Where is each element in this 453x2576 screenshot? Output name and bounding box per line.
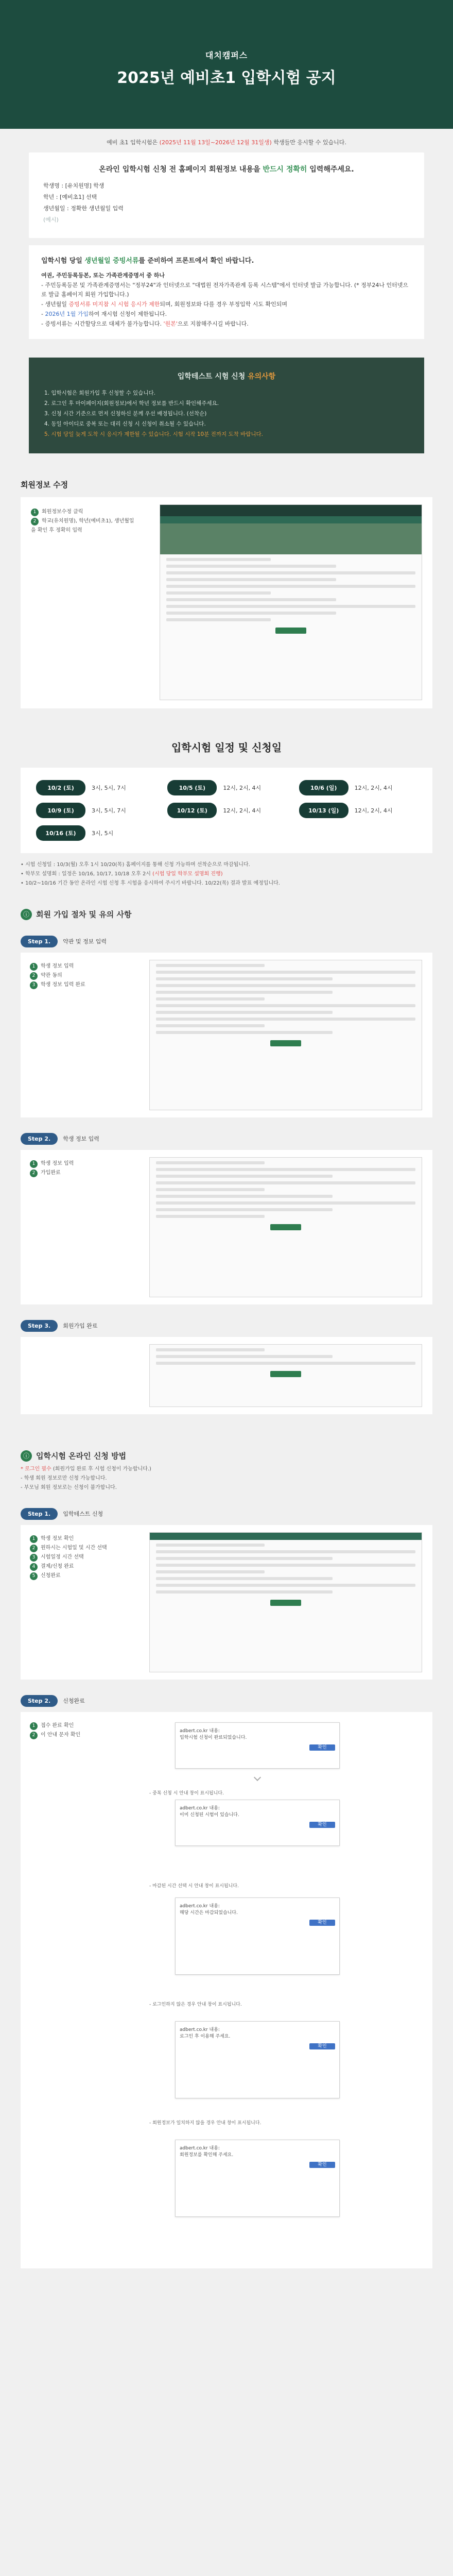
apply-header [21, 1450, 453, 1462]
signup-title-green: 반드시 정확히 [263, 165, 307, 174]
shot-row [156, 1544, 265, 1547]
notice-line3a: - 생년월일 [41, 301, 69, 308]
shot-row [156, 1557, 333, 1560]
apply-step-1-item [30, 1571, 138, 1581]
join-step-2-body [21, 1150, 432, 1304]
step-tag: Step 1. [21, 1508, 58, 1520]
shot-row [166, 605, 415, 608]
notice-line4b: 하여 재시험 신청이 제한됩니다. [88, 310, 167, 317]
shot-row [156, 1584, 415, 1587]
signup-title-b: 입력해주세요. [307, 165, 354, 174]
join-step-2-item [30, 1159, 138, 1168]
join-step-1-item [30, 971, 138, 980]
shot-row [156, 1355, 333, 1358]
shot-row [166, 598, 336, 601]
shot-row [156, 1011, 333, 1014]
rule-item: 1. 입학시험은 회원가입 후 신청할 수 있습니다. [44, 390, 155, 397]
schedule-date: 10/5 (토) [167, 780, 217, 795]
field-grade: 학년 : [예비초1] 선택 [43, 194, 97, 200]
shot-button [275, 628, 306, 634]
dialog-window [175, 1800, 340, 1846]
shot-row [156, 1031, 333, 1034]
shot-row [156, 971, 415, 974]
apply-step-1-item-label: 시험일정 시간 선택 [41, 1554, 84, 1560]
schedule-item [167, 780, 285, 795]
apply-step-1-screenshot [149, 1532, 422, 1672]
apply-note-c: - 학생 회원 정보로만 신청 가능합니다. [21, 1475, 107, 1481]
notice-line3b: 되며, 회원정보와 다를 경우 부정입학 시도 확인되며 [160, 301, 287, 308]
shot-row [156, 1168, 415, 1171]
schedule-date: 10/2 (토) [36, 780, 85, 795]
shot-row [156, 1362, 415, 1365]
join-header [21, 909, 453, 920]
apply-step-1-item [30, 1553, 138, 1562]
shot-navbar [160, 516, 422, 523]
intro-a: 예비 초1 입학시험은 [107, 139, 160, 146]
apply-step-2 [21, 1695, 432, 2268]
schedule-grid [36, 780, 417, 841]
dialog-caption: - 마감된 시간 선택 시 안내 창이 표시됩니다. [149, 1883, 239, 1889]
intro-b: 학생들만 응시할 수 있습니다. [271, 139, 346, 146]
arrow-down-icon [254, 1774, 261, 1781]
member-step-2-label: 학교(유치원명), 학년(예비초1), 생년월일을 확인 후 정확히 입력 [31, 518, 134, 533]
birth-proof-notice [29, 245, 424, 339]
shot-row [156, 1564, 415, 1567]
step-label: 입학테스트 신청 [63, 1511, 103, 1518]
apply-step-2-item-label: 이 안내 문자 확인 [41, 1732, 81, 1738]
shot-navbar [150, 1533, 422, 1540]
schedule-times: 12시, 2시, 4시 [223, 807, 262, 814]
member-step-1-label: 회원정보수정 클릭 [42, 509, 83, 515]
step-badge-2: 2 [31, 518, 39, 526]
notice-line3red: 증빙서류 미지참 시 시험 응시가 제한 [68, 301, 160, 308]
dialog-confirm-button[interactable]: 확인 [309, 1744, 335, 1751]
apply-step-1-item-label: 원하시는 시험일 및 시간 선택 [41, 1545, 107, 1551]
step-badge-1: 1 [30, 1722, 38, 1730]
step-tag: Step 2. [21, 1695, 58, 1707]
member-info-panel [21, 497, 432, 708]
shot-row [156, 1018, 415, 1021]
shot-row [156, 1201, 415, 1205]
shot-row [166, 571, 415, 574]
step-badge-4: 4 [30, 1563, 38, 1571]
rules-title-a: 입학테스트 시험 신청 [177, 372, 248, 381]
field-hint: (예시) [43, 216, 59, 223]
schedule-panel [21, 768, 432, 853]
schedule-times: 3시, 5시, 7시 [92, 784, 126, 791]
signup-card [29, 152, 424, 238]
join-step-1 [21, 936, 432, 1117]
join-step-2-screenshot [149, 1157, 422, 1297]
schedule-times: 3시, 5시, 7시 [92, 807, 126, 814]
step-badge-1: 1 [30, 1535, 38, 1543]
apply-step-1 [21, 1508, 432, 1680]
shot-row [156, 1208, 333, 1211]
rule-item: 5. 시험 당일 늦게 도착 시 응시가 제한될 수 있습니다. 시험 시작 10분 전까지 도착 바랍니다. [44, 431, 263, 437]
intro-text [0, 129, 453, 152]
dialog-window [175, 1722, 340, 1769]
shot-button [270, 1224, 301, 1230]
rule-item: 2. 로그인 후 마이페이지(회원정보)에서 학년 정보를 반드시 확인해주세요. [44, 400, 219, 407]
schedule-date: 10/16 (토) [36, 825, 85, 841]
dialog-confirm-button[interactable]: 확인 [309, 1920, 335, 1926]
shot-hero [160, 523, 422, 554]
dialog-window [175, 2140, 340, 2217]
schedule-date: 10/13 (일) [299, 803, 349, 818]
step-badge-2: 2 [30, 972, 38, 980]
step-label: 학생 정보 입력 [63, 1136, 99, 1143]
dialog-caption: - 중복 신청 시 안내 창이 표시됩니다. [149, 1790, 224, 1796]
schedule-item [299, 803, 417, 818]
join-step-3 [21, 1320, 432, 1414]
step-badge-1: 1 [30, 963, 38, 971]
schedule-item [36, 803, 154, 818]
info-icon: ⓘ [21, 909, 32, 920]
join-step-1-body [21, 953, 432, 1117]
schedule-note-a: • 시험 신청일 : 10/3(월) 오후 1시 10/20(목) 홈페이지를 통해 신청 가능하며 선착순으로 마감됩니다. [21, 861, 250, 868]
shot-row [156, 991, 333, 994]
join-step-1-item-label: 학생 정보 입력 [41, 963, 74, 969]
member-info-title: 회원정보 수정 [21, 480, 68, 489]
apply-step-1-list [30, 1534, 138, 1581]
step-label: 회원가입 완료 [63, 1323, 98, 1330]
dialog-text: adbert.co.kr 내용: 이미 신청된 시험이 있습니다. [180, 1805, 239, 1818]
join-title: 회원 가입 절차 및 유의 사항 [36, 910, 132, 920]
dialog-text: adbert.co.kr 내용: 로그인 후 이용해 주세요. [180, 2027, 231, 2039]
notice-line4 [41, 310, 412, 319]
apply-note-d: - 부모님 회원 정보로는 신청이 불가합니다. [21, 1484, 117, 1490]
member-step-1 [31, 507, 139, 517]
dialog-text: adbert.co.kr 내용: 입학시험 신청이 완료되었습니다. [180, 1728, 247, 1740]
campus-name: 대치캠퍼스 [205, 50, 248, 60]
join-step-2-item-label: 학생 정보 입력 [41, 1160, 74, 1166]
schedule-item [299, 780, 417, 795]
notice-line5a: - 증빙서류는 시간할당으로 대체가 불가능합니다. [41, 320, 164, 327]
notice-line5red: '원본' [163, 320, 178, 327]
schedule-times: 12시, 2시, 4시 [354, 784, 393, 791]
notice-title-a: 입학시험 당일 [41, 257, 85, 265]
shot-row [156, 1590, 333, 1594]
shot-button [270, 1040, 301, 1046]
notice-line5b: 으로 지참해주시길 바랍니다. [177, 320, 249, 327]
signup-card-title [43, 164, 410, 174]
info-icon: ⓘ [21, 1450, 32, 1462]
dialog-text: adbert.co.kr 내용: 해당 시간은 마감되었습니다. [180, 1903, 238, 1916]
join-step-3-head [21, 1320, 432, 1332]
join-step-1-item-label: 학생 정보 입력 완료 [41, 981, 85, 988]
notice-line3 [41, 300, 412, 310]
apply-step-2-item [30, 1721, 138, 1731]
rule-item: 3. 신청 시간 기준으로 먼저 신청하신 분께 우선 배정됩니다. (선착순) [44, 411, 207, 417]
field-student-name: 학생명 : [유치원명] 학생 [43, 182, 104, 189]
join-step-1-head [21, 936, 432, 947]
apply-title: 입학시험 온라인 신청 방법 [36, 1451, 127, 1461]
dialog-caption: - 회원정보가 일치하지 않을 경우 안내 창이 표시됩니다. [149, 2120, 262, 2126]
schedule-date: 10/12 (토) [167, 803, 217, 818]
shot-row [156, 997, 265, 1001]
apply-step-1-item [30, 1534, 138, 1544]
shot-row [156, 1024, 265, 1027]
step-badge-1: 1 [31, 509, 39, 516]
schedule-notes [21, 860, 432, 888]
join-step-1-item-label: 약관 동의 [41, 972, 62, 978]
step-badge-3: 3 [30, 981, 38, 989]
shot-row [156, 1181, 415, 1184]
schedule-times: 3시, 5시 [92, 829, 114, 837]
shot-row [156, 1188, 265, 1191]
join-step-3-body [21, 1337, 432, 1414]
apply-step-1-item [30, 1544, 138, 1553]
intro-dates: (2025년 11월 13일~2026년 12월 31일생) [159, 139, 272, 146]
join-step-2-head [21, 1133, 432, 1145]
join-step-3-screenshot [149, 1344, 422, 1407]
apply-step-1-body [21, 1525, 432, 1680]
rules-box [29, 358, 424, 453]
apply-step-1-item [30, 1562, 138, 1571]
shot-row [166, 558, 271, 561]
shot-row [156, 1161, 265, 1164]
shot-row [166, 565, 336, 568]
member-info-steps [31, 507, 139, 535]
apply-step-2-head [21, 1695, 432, 1707]
schedule-date: 10/9 (토) [36, 803, 85, 818]
dialog-confirm-button[interactable]: 확인 [309, 2043, 335, 2049]
schedule-title: 입학시험 일정 및 신청일 [171, 741, 282, 754]
notice-line4a: - [41, 310, 45, 317]
notice-line5 [41, 319, 412, 329]
page-header [0, 0, 453, 129]
join-step-2-item [30, 1168, 138, 1178]
schedule-item [36, 780, 154, 795]
notice-line2: - 주민등록등본 및 가족관계증명서는 "정부24"과 인터넷으로 "대법원 전자가족관계 등록 시스템"에서 인터넷 발급 가능합니다. (* 정부24나 인터넷으로 발급 홈페이지 회원 가입합니다.) [41, 281, 408, 298]
shot-row [156, 1570, 265, 1573]
step-badge-3: 3 [30, 1554, 38, 1562]
apply-note-b: (회원가입 완료 후 시험 신청이 가능합니다.) [51, 1466, 151, 1472]
shot-row [156, 1175, 333, 1178]
apply-note-a: * 로그인 필수 [21, 1466, 51, 1472]
shot-button [270, 1371, 301, 1377]
join-step-1-item [30, 980, 138, 990]
apply-step-2-list [30, 1721, 138, 1740]
schedule-item [36, 825, 154, 841]
shot-topbar [160, 505, 422, 516]
join-step-2 [21, 1133, 432, 1304]
apply-step-1-head [21, 1508, 432, 1520]
schedule-note-c: • 10/2~10/16 기간 동안 온라인 시험 신청 후 시험을 응시하여 주시기 바랍니다. 10/22(목) 결과 발표 예정입니다. [21, 880, 280, 886]
step-label: 약관 및 정보 입력 [63, 938, 107, 945]
step-tag: Step 3. [21, 1320, 58, 1332]
step-badge-2: 2 [30, 1170, 38, 1177]
signup-title-a: 온라인 입학시험 신청 전 홈페이지 회원정보 내용을 [99, 165, 263, 174]
shot-row [166, 578, 336, 581]
schedule-times: 12시, 2시, 4시 [223, 784, 262, 791]
shot-row [166, 612, 336, 615]
field-birthdate: 생년월일 : 정확한 생년월일 입력 [43, 205, 124, 212]
page-title: 2025년 예비초1 입학시험 공지 [117, 69, 336, 87]
step-badge-5: 5 [30, 1572, 38, 1580]
notice-line1: 여권, 주민등록등본, 또는 가족관계증명서 중 하나 [41, 272, 165, 279]
shot-row [156, 1215, 265, 1218]
join-step-1-item [30, 962, 138, 971]
dialog-caption: - 로그인하지 않은 경우 안내 창이 표시됩니다. [149, 2002, 242, 2007]
shot-row [156, 964, 265, 967]
step-badge-2: 2 [30, 1732, 38, 1739]
rule-item: 4. 동일 아이디로 중복 또는 대리 신청 시 신청이 취소될 수 있습니다. [44, 421, 206, 428]
dialog-window [175, 2021, 340, 2098]
apply-step-1-item-label: 학생 정보 확인 [41, 1535, 74, 1541]
notice-title-b: 를 준비하여 프론트에서 확인 바랍니다. [138, 257, 254, 265]
shot-row [166, 585, 415, 588]
dialog-confirm-button[interactable]: 확인 [309, 2162, 335, 2168]
dialog-window [175, 1897, 340, 1975]
shot-row [156, 1577, 333, 1580]
schedule-note-red: (시험 당일 학부모 설명회 진행) [152, 871, 223, 877]
apply-step-2-body [21, 1712, 432, 2268]
step-label: 신청완료 [63, 1698, 85, 1705]
shot-row [156, 984, 415, 987]
apply-step-1-item-label: 결제/신청 완료 [41, 1563, 74, 1569]
rules-title [44, 371, 409, 381]
notice-title [41, 256, 412, 267]
member-step-2 [31, 517, 139, 535]
step-tag: Step 1. [21, 936, 58, 947]
shot-row [166, 618, 271, 621]
schedule-item [167, 803, 285, 818]
schedule-date: 10/6 (일) [299, 780, 349, 795]
join-step-2-list [30, 1159, 138, 1178]
shot-row [156, 977, 333, 980]
step-badge-2: 2 [30, 1545, 38, 1552]
member-info-screenshot [160, 504, 422, 700]
step-tag: Step 2. [21, 1133, 58, 1145]
join-step-1-list [30, 962, 138, 990]
schedule-note-b-text: • 학부모 설명회 : 일정은 10/16, 10/17, 10/18 오후 2시 [21, 871, 151, 877]
apply-note-login [21, 1465, 432, 1474]
shot-row [156, 1195, 333, 1198]
signup-fields [43, 181, 410, 224]
dialog-confirm-button[interactable]: 확인 [309, 1822, 335, 1828]
apply-step-1-item-label: 신청완료 [41, 1572, 61, 1579]
rules-list [44, 388, 409, 440]
shot-row [156, 1004, 415, 1007]
apply-step-2-item [30, 1731, 138, 1740]
dialog-text: adbert.co.kr 내용: 회원정보를 확인해 주세요. [180, 2145, 234, 2158]
join-step-2-item-label: 가입완료 [41, 1170, 61, 1176]
shot-button [270, 1600, 301, 1606]
notice-title-green: 생년월일 증빙서류 [84, 257, 139, 265]
shot-row [166, 591, 271, 595]
notice-line4blue: 2026년 1월 가입 [45, 310, 89, 317]
shot-row [156, 1348, 265, 1351]
apply-step-2-item-label: 접수 완료 확인 [41, 1722, 74, 1728]
step-badge-1: 1 [30, 1160, 38, 1168]
apply-notes [21, 1465, 432, 1493]
shot-row [156, 1550, 415, 1553]
join-step-1-screenshot [149, 960, 422, 1110]
schedule-times: 12시, 2시, 4시 [354, 807, 393, 814]
rules-title-orange: 유의사항 [248, 372, 276, 381]
schedule-note-b [21, 870, 432, 879]
